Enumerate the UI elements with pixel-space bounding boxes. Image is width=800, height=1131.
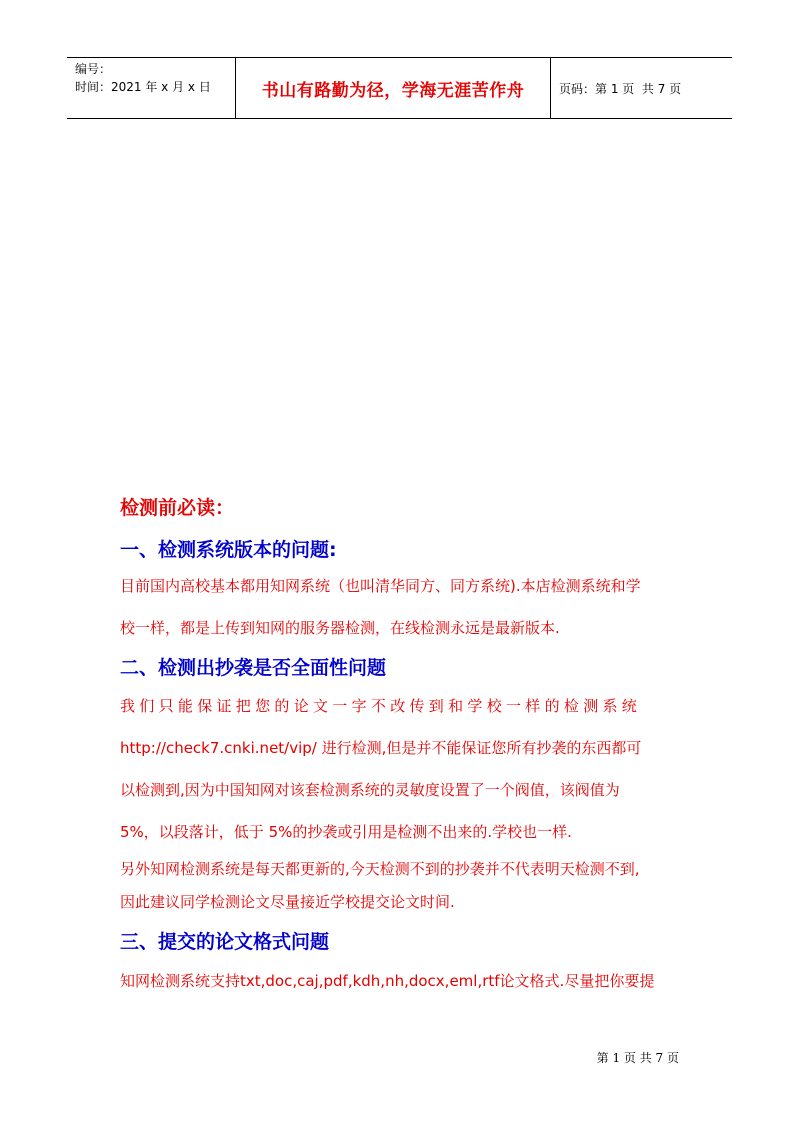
section-heading-2: 二、检测出抄袭是否全面性问题 xyxy=(120,657,387,679)
document-title: 检测前必读： xyxy=(120,497,235,519)
section-2-paragraph xyxy=(120,685,682,853)
paragraph-line: 目前国内高校基本都用知网系统（也叫清华同方、同方系统).本店检测系统和学 xyxy=(120,577,641,595)
section-2-extra-paragraph xyxy=(120,853,682,919)
document-body xyxy=(120,493,682,1001)
paragraph-line: 另外知网检测系统是每天都更新的,今天检测不到的抄袭并不代表明天检测不到, xyxy=(120,860,640,878)
section-3-paragraph xyxy=(120,961,682,1001)
paragraph-line: 以检测到,因为中国知网对该套检测系统的灵敏度设置了一个阀值，该阀值为 xyxy=(120,781,620,799)
header-page-label: 页码：第 1 页 共 7 页 xyxy=(559,81,682,96)
document-time-label: 时间：2021 年 x 月 x 日 xyxy=(75,80,211,94)
document-number-label: 编号： xyxy=(75,62,112,76)
paragraph-line: 校一样，都是上传到知网的服务器检测，在线检测永远是最新版本. xyxy=(120,619,560,637)
paragraph-line: 因此建议同学检测论文尽量接近学校提交论文时间. xyxy=(120,893,455,911)
paragraph-line: http://check7.cnki.net/vip/ 进行检测,但是并不能保证您所有抄袭的东西都可 xyxy=(120,739,642,757)
paragraph-line: 5%，以段落计，低于 5%的抄袭或引用是检测不出来的.学校也一样. xyxy=(120,823,572,841)
section-heading-1: 一、检测系统版本的问题: xyxy=(120,539,337,561)
header-page-info xyxy=(551,58,732,118)
section-1-paragraph xyxy=(120,565,682,649)
section-heading-3: 三、提交的论文格式问题 xyxy=(120,931,330,953)
paragraph-line: 我们只能保证把您的论文一字不改传到和学校一样的检测系统 xyxy=(120,697,642,715)
page-footer-number: 第 1 页 共 7 页 xyxy=(596,1051,679,1065)
paragraph-line: 知网检测系统支持txt,doc,caj,pdf,kdh,nh,docx,eml,rtf论文格式.尽量把你要提 xyxy=(120,972,655,990)
header-motto: 书山有路勤为径，学海无涯苦作舟 xyxy=(236,58,551,118)
page-header xyxy=(67,57,732,119)
header-meta xyxy=(67,58,236,118)
